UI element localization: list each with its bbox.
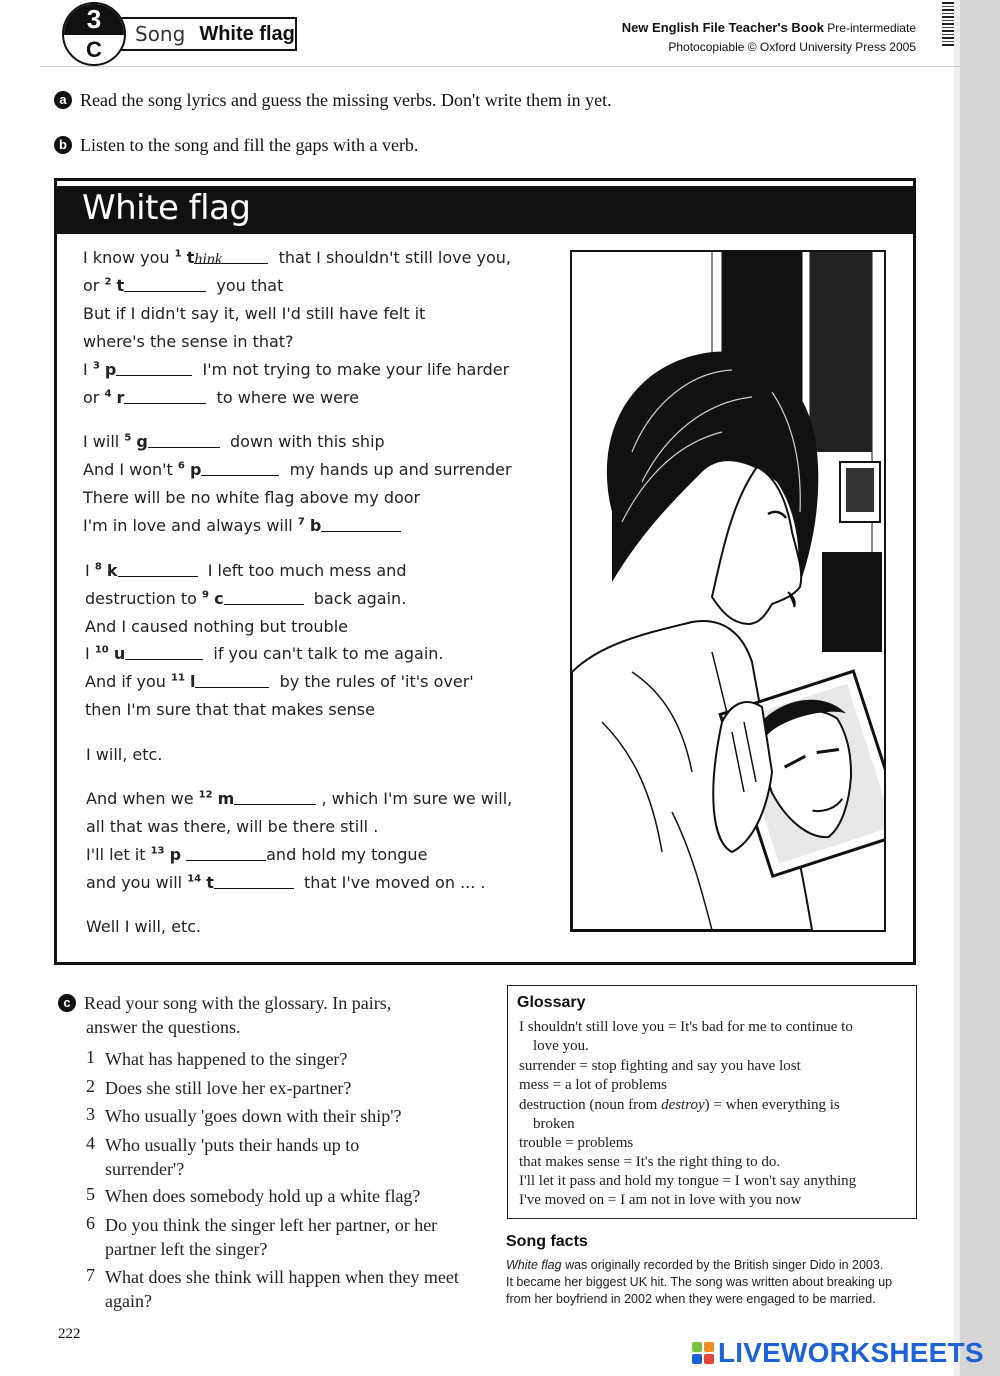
lyric-text: back again.	[313, 589, 407, 608]
glossary-entry: that makes sense = It's the right thing to do.	[519, 1154, 781, 1170]
glossary-entry: surrender = stop fighting and say you have lost	[519, 1058, 801, 1074]
lyric-text: And when we	[86, 789, 194, 808]
lyric-line: then I'm sure that that makes sense	[85, 700, 375, 719]
lyric-text: I'll let it	[86, 845, 146, 864]
copyright-line: Photocopiable © Oxford University Press 2005	[668, 40, 916, 54]
lyric-line: And I caused nothing but trouble	[85, 617, 348, 636]
publisher-level: Pre-intermediate	[827, 21, 916, 35]
lyric-line: where's the sense in that?	[83, 332, 294, 351]
question-text: Who usually 'puts their hands up to surrender'?	[105, 1135, 360, 1179]
gap-letter: p	[189, 460, 202, 479]
instruction-a-text: Read the song lyrics and guess the missing verbs. Don't write them in yet.	[80, 90, 612, 110]
lyric-text: if you can't talk to me again.	[213, 644, 444, 663]
instruction-a	[54, 90, 612, 111]
marker-b: b	[54, 136, 72, 154]
lyric-text: And if you	[85, 672, 166, 691]
question-text: What does she think will happen when they meet again?	[105, 1267, 459, 1311]
lyric-line: I will, etc.	[86, 745, 163, 764]
gap-blank-6[interactable]	[201, 461, 279, 476]
page-edge	[960, 0, 1000, 1376]
lyric-text: I	[85, 644, 90, 663]
lyric-line: There will be no white flag above my door	[83, 488, 421, 507]
lyric-text: or	[83, 388, 100, 407]
gap-number: 12	[198, 789, 213, 801]
lyric-text: I know you	[83, 248, 170, 267]
glossary-title: Glossary	[517, 994, 586, 1011]
lyric-text: I'm not trying to make your life harder	[202, 360, 510, 379]
illustration-svg	[572, 252, 884, 930]
gap-letter: t	[206, 873, 214, 892]
gap-letter: p	[104, 360, 117, 379]
gap-letter: b	[309, 516, 322, 535]
glossary-text: ) = when everything is	[704, 1097, 840, 1113]
song-facts-italic: White flag	[506, 1258, 562, 1272]
glossary-entry: trouble = problems	[519, 1135, 634, 1151]
gap-letter: r	[116, 388, 125, 407]
gap-letter: g	[136, 432, 148, 451]
glossary-text: destruction (noun from	[519, 1097, 658, 1113]
gap-letter: m	[217, 789, 235, 808]
lyric-line	[85, 589, 406, 608]
gap-number: 13	[150, 845, 165, 857]
instruction-b-text: Listen to the song and fill the gaps with a verb.	[80, 135, 419, 155]
glossary-entry: I shouldn't still love you = It's bad for me to continue to	[519, 1019, 853, 1035]
unit-letter: C	[86, 37, 102, 62]
gap-blank-2[interactable]	[124, 277, 206, 292]
glossary-entry: I'll let it pass and hold my tongue = I won't say anything	[519, 1173, 857, 1189]
lyric-text: and you will	[86, 873, 183, 892]
question-text: Who usually 'goes down with their ship'?	[105, 1106, 402, 1126]
lyric-line: Well I will, etc.	[86, 917, 202, 936]
song-facts-line: It became her biggest UK hit. The song was written about breaking up	[506, 1275, 893, 1289]
gap-number: 10	[94, 644, 109, 656]
gap-blank-10[interactable]	[125, 645, 203, 660]
gap-number: 2	[104, 276, 112, 288]
instruction-c-text: Read your song with the glossary. In pairs,	[84, 993, 392, 1013]
marker-c: c	[58, 994, 76, 1012]
publisher-book: New English File Teacher's Book	[621, 20, 824, 35]
liveworksheets-logo-icon	[692, 1342, 714, 1364]
gap-blank-9[interactable]	[224, 590, 304, 605]
lyric-text: I will	[83, 432, 120, 451]
lyric-line	[83, 460, 512, 479]
gap-number: 8	[94, 561, 102, 573]
lyric-line	[85, 561, 406, 580]
lyric-text: and hold my tongue	[266, 845, 428, 864]
unit-badge	[62, 2, 126, 66]
song-facts-text: was originally recorded by the British singer Dido in 2003.	[565, 1258, 884, 1272]
glossary-entry: mess = a lot of problems	[519, 1077, 668, 1093]
lyric-line	[83, 516, 401, 535]
gap-letter: p	[169, 845, 182, 864]
gap-number: 3	[92, 360, 100, 372]
gap-blank-11[interactable]	[195, 673, 269, 688]
lyric-line	[86, 845, 427, 864]
gap-letter: u	[113, 644, 126, 663]
song-facts-line: from her boyfriend in 2002 when they were engaged to be married.	[506, 1292, 876, 1306]
gap-blank-14[interactable]	[214, 874, 294, 889]
question-number: 6	[86, 1213, 95, 1233]
gap-letter: k	[106, 561, 118, 580]
lyric-line	[83, 388, 359, 407]
gap-blank-13[interactable]	[186, 846, 266, 861]
lyric-line	[85, 644, 444, 663]
page-title: White flag	[199, 22, 295, 45]
lyric-line	[85, 672, 474, 691]
instruction-c	[58, 993, 391, 1014]
gap-number: 14	[187, 873, 202, 885]
liveworksheets-logo[interactable]	[692, 1337, 984, 1369]
gap-answer: hink	[194, 251, 222, 268]
lyric-text: down with this ship	[230, 432, 385, 451]
gap-number: 11	[170, 672, 185, 684]
lyric-text: my hands up and surrender	[289, 460, 512, 479]
gap-letter: c	[214, 589, 224, 608]
gap-number: 1	[174, 248, 182, 260]
gap-number: 5	[124, 432, 132, 444]
question-number: 7	[86, 1265, 95, 1285]
lyric-text: to where we were	[216, 388, 359, 407]
question-text: Do you think the singer left her partner, or her partner left the singer?	[105, 1215, 438, 1259]
gap-number: 6	[177, 460, 185, 472]
question-number: 5	[86, 1184, 95, 1204]
lyric-text: I	[83, 360, 88, 379]
lyric-line: all that was there, will be there still .	[86, 817, 379, 836]
unit-number: 3	[64, 4, 124, 35]
glossary-entry: I've moved on = I am not in love with you now	[519, 1192, 802, 1208]
lyric-text: that I've moved on ... .	[304, 873, 486, 892]
gap-blank-1[interactable]	[194, 249, 268, 268]
question-text: What has happened to the singer?	[105, 1049, 348, 1069]
lyric-text: you that	[216, 276, 284, 295]
lyric-text: I'm in love and always will	[83, 516, 293, 535]
section-label: Song	[135, 22, 186, 46]
lesson-title-box	[121, 17, 297, 51]
glossary-entry: broken	[533, 1116, 575, 1132]
gap-blank-5[interactable]	[148, 433, 220, 448]
song-facts-line	[506, 1258, 883, 1272]
lyric-text: that I shouldn't still love you,	[278, 248, 511, 267]
question-number: 4	[86, 1133, 95, 1153]
lyric-text: destruction to	[85, 589, 197, 608]
gap-letter: l	[190, 672, 196, 691]
song-facts-title: Song facts	[506, 1233, 588, 1250]
gap-number: 7	[297, 516, 305, 528]
gap-blank-4[interactable]	[124, 389, 206, 404]
lyric-line	[83, 432, 385, 451]
publisher-line	[622, 20, 916, 35]
lyric-text: I	[85, 561, 90, 580]
lyric-text: or	[83, 276, 100, 295]
lyric-line	[86, 789, 512, 808]
lyric-text: And I won't	[83, 460, 173, 479]
lyric-text: , which I'm sure we will,	[321, 789, 513, 808]
logo-text: LIVEWORKSHEETS	[718, 1337, 984, 1368]
gap-blank-3[interactable]	[116, 361, 192, 376]
question-number: 3	[86, 1104, 95, 1124]
lyric-text: by the rules of 'it's over'	[279, 672, 474, 691]
instruction-b	[54, 135, 418, 156]
question-number: 1	[86, 1047, 95, 1067]
gap-blank-7[interactable]	[321, 517, 401, 532]
illustration-woman-with-photo	[570, 250, 886, 932]
lyric-line	[86, 873, 486, 892]
marker-a: a	[54, 91, 72, 109]
glossary-entry: love you.	[533, 1038, 589, 1054]
gap-number: 4	[104, 388, 112, 400]
gap-letter: t	[116, 276, 125, 295]
question-text: When does somebody hold up a white flag?	[105, 1186, 421, 1206]
header-divider	[40, 66, 960, 67]
glossary-entry	[519, 1097, 840, 1114]
barcode-icon	[942, 2, 954, 46]
gap-blank-8[interactable]	[118, 562, 198, 577]
lyric-line	[83, 276, 283, 295]
lyric-text: I left too much mess and	[207, 561, 407, 580]
song-title: White flag	[82, 188, 251, 228]
question-text: Does she still love her ex-partner?	[105, 1078, 352, 1098]
lyric-line	[83, 248, 511, 267]
glossary-italic: destroy	[661, 1097, 705, 1113]
question-number: 2	[86, 1076, 95, 1096]
gap-number: 9	[202, 589, 209, 601]
page-number: 222	[58, 1326, 81, 1342]
lyric-line: But if I didn't say it, well I'd still have felt it	[83, 304, 426, 323]
instruction-c-text-2: answer the questions.	[86, 1017, 241, 1037]
gap-letter: t	[186, 248, 195, 267]
lyric-line	[83, 360, 509, 379]
gap-blank-12[interactable]	[234, 790, 316, 805]
